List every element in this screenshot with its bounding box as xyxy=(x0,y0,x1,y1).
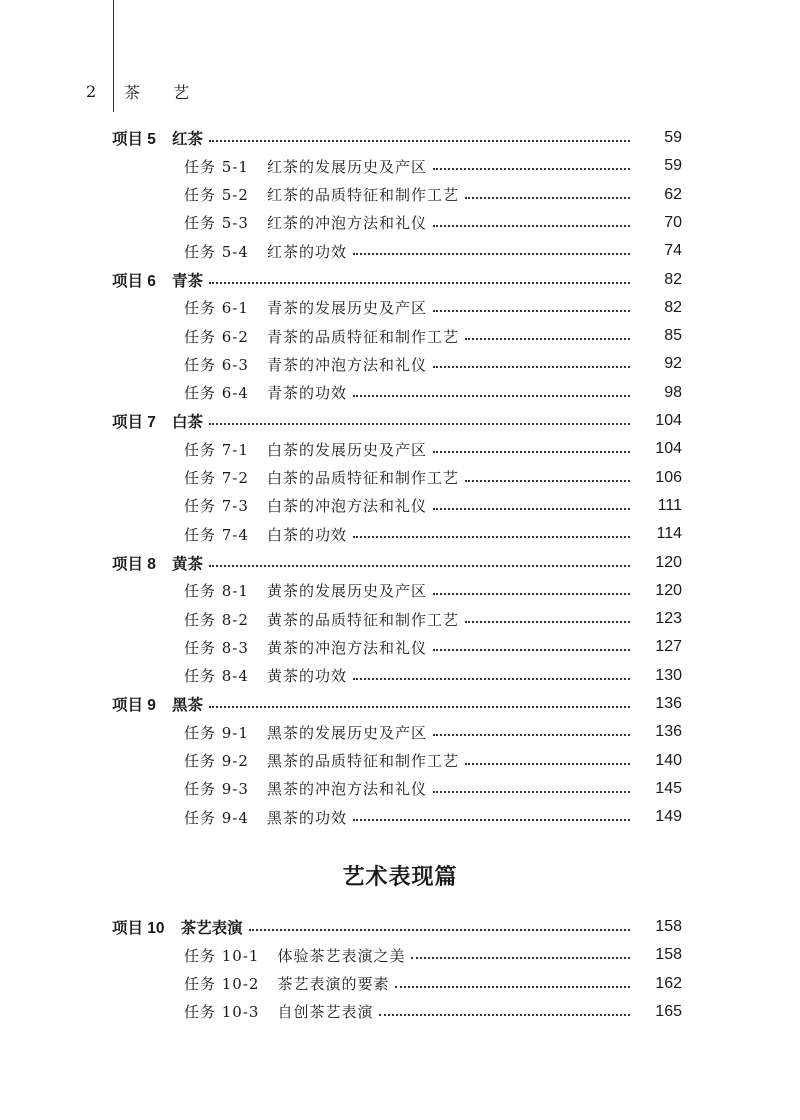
toc-page-number: 70 xyxy=(664,213,682,231)
project-number: 项目 9 xyxy=(112,697,156,714)
task-title: 黑茶的冲泡方法和礼仪 xyxy=(266,780,427,799)
project-title: 红茶 xyxy=(171,131,203,148)
toc-page-number: 136 xyxy=(655,723,682,741)
dot-leader xyxy=(353,395,630,397)
toc-task-entry[interactable] xyxy=(184,237,682,265)
toc-entry-label xyxy=(184,297,427,318)
dot-leader xyxy=(465,763,630,765)
task-number: 任务 6-2 xyxy=(184,327,249,346)
dot-leader xyxy=(209,140,630,142)
project-title: 青茶 xyxy=(171,272,203,290)
toc-task-entry[interactable] xyxy=(184,747,682,775)
running-header xyxy=(86,80,203,103)
toc-page-number: 120 xyxy=(655,553,682,571)
dot-leader xyxy=(433,310,630,312)
toc-entry-label xyxy=(184,750,459,771)
toc-project-entry[interactable] xyxy=(112,549,682,577)
task-title: 黄茶的冲泡方法和礼仪 xyxy=(266,638,427,657)
dot-leader xyxy=(395,986,630,988)
toc-page-number: 111 xyxy=(657,496,682,514)
toc-page-number: 158 xyxy=(655,946,682,964)
toc-entry-label xyxy=(112,269,203,291)
project-title: 黑茶 xyxy=(171,697,203,714)
project-title: 白茶 xyxy=(171,414,203,431)
toc-task-entry[interactable] xyxy=(184,775,682,803)
project-title: 茶艺表演 xyxy=(180,920,243,937)
dot-leader xyxy=(433,168,630,170)
task-number: 任务 7-4 xyxy=(184,525,249,544)
dot-leader xyxy=(209,565,630,567)
dot-leader xyxy=(209,282,630,284)
task-title: 黄茶的品质特征和制作工艺 xyxy=(266,610,459,629)
dot-leader xyxy=(465,480,630,482)
toc-entry-label xyxy=(184,665,347,686)
toc-entry-label xyxy=(184,467,459,488)
toc-entry-label xyxy=(184,326,459,347)
toc-entry-label xyxy=(184,495,427,516)
dot-leader xyxy=(433,649,630,651)
toc-task-entry[interactable] xyxy=(184,970,682,998)
task-number: 任务 5-1 xyxy=(184,157,249,176)
task-number: 任务 7-1 xyxy=(184,440,249,459)
toc-page-number: 106 xyxy=(655,468,682,486)
task-number: 任务 5-2 xyxy=(184,186,249,205)
task-title: 白茶的发展历史及产区 xyxy=(266,440,427,459)
toc-page-number: 98 xyxy=(664,383,682,401)
task-title: 体验茶艺表演之美 xyxy=(277,946,406,965)
project-number: 项目 7 xyxy=(112,414,156,431)
task-title: 茶艺表演的要素 xyxy=(277,975,390,994)
dot-leader xyxy=(433,225,630,227)
task-title: 青茶的品质特征和制作工艺 xyxy=(266,327,459,346)
dot-leader xyxy=(209,423,630,425)
task-title: 黑茶的功效 xyxy=(266,808,347,827)
toc-page-number: 92 xyxy=(664,355,682,373)
toc-page-number: 59 xyxy=(664,129,682,146)
project-number: 项目 10 xyxy=(112,920,165,937)
task-number: 任务 6-4 xyxy=(184,384,249,403)
toc-task-entry[interactable] xyxy=(184,605,682,633)
task-number: 任务 9-2 xyxy=(184,752,249,771)
dot-leader xyxy=(433,734,630,736)
dot-leader xyxy=(433,791,630,793)
toc-page-number: 85 xyxy=(664,327,682,345)
toc-page-number: 130 xyxy=(655,666,682,684)
dot-leader xyxy=(353,819,630,821)
toc-entry-label xyxy=(184,580,427,601)
toc-entry-label xyxy=(112,693,203,715)
toc-entry-label xyxy=(112,410,203,432)
toc-page-number: 140 xyxy=(655,751,682,769)
toc-page-number: 59 xyxy=(664,157,682,175)
toc-task-entry[interactable] xyxy=(184,662,682,690)
toc-page-number: 123 xyxy=(655,610,682,628)
dot-leader xyxy=(249,929,630,931)
task-number: 任务 6-1 xyxy=(184,299,249,318)
toc-project-entry[interactable] xyxy=(112,407,682,435)
dot-leader xyxy=(433,508,630,510)
toc-page-number: 136 xyxy=(655,695,682,712)
toc-page-number: 165 xyxy=(655,1002,682,1020)
task-number: 任务 7-3 xyxy=(184,497,249,516)
task-title: 白茶的功效 xyxy=(266,525,347,544)
toc-task-entry[interactable] xyxy=(184,633,682,661)
toc-entry-label xyxy=(112,916,243,938)
toc-entry-label xyxy=(184,637,427,658)
task-title: 青茶的发展历史及产区 xyxy=(266,299,427,318)
task-number: 任务 8-2 xyxy=(184,610,249,629)
task-title: 白茶的冲泡方法和礼仪 xyxy=(266,497,427,516)
task-number: 任务 6-3 xyxy=(184,355,249,374)
toc-page-number: 82 xyxy=(664,298,682,316)
toc-task-entry[interactable] xyxy=(184,464,682,492)
task-title: 自创茶艺表演 xyxy=(277,1003,374,1022)
toc-entry-label xyxy=(184,609,459,630)
toc-task-entry[interactable] xyxy=(184,803,682,831)
project-number: 项目 8 xyxy=(112,555,156,573)
dot-leader xyxy=(379,1014,630,1016)
page-number: 2 xyxy=(86,82,97,101)
dot-leader xyxy=(433,593,630,595)
toc-entry-label xyxy=(184,1001,373,1022)
dot-leader xyxy=(465,338,630,340)
task-number: 任务 9-4 xyxy=(184,808,249,827)
task-number: 任务 5-3 xyxy=(184,214,249,233)
toc-page-number: 104 xyxy=(655,440,682,458)
toc-page-number: 74 xyxy=(664,242,682,260)
task-title: 红茶的发展历史及产区 xyxy=(266,157,427,176)
task-number: 任务 10-1 xyxy=(184,946,260,965)
book-title: 茶 艺 xyxy=(124,83,204,102)
toc-task-entry[interactable] xyxy=(184,941,682,969)
toc-page-number: 158 xyxy=(655,918,682,935)
toc-project-entry[interactable] xyxy=(112,124,682,152)
toc-task-entry[interactable] xyxy=(184,209,682,237)
dot-leader xyxy=(353,253,630,255)
toc-entry-label xyxy=(184,439,427,460)
task-number: 任务 9-3 xyxy=(184,780,249,799)
task-number: 任务 10-3 xyxy=(184,1003,260,1022)
project-title: 黄茶 xyxy=(171,555,203,573)
task-title: 红茶的冲泡方法和礼仪 xyxy=(266,214,427,233)
toc-entry-label xyxy=(184,156,427,177)
toc-entry-label xyxy=(112,127,203,149)
toc-entry-label xyxy=(184,354,427,375)
toc-project-entry[interactable] xyxy=(112,913,682,941)
toc-task-entry[interactable] xyxy=(184,718,682,746)
toc-project-entry[interactable] xyxy=(112,266,682,294)
toc-entry-label xyxy=(184,212,427,233)
project-number: 项目 5 xyxy=(112,131,156,148)
task-number: 任务 9-1 xyxy=(184,723,249,742)
toc-page-number: 82 xyxy=(664,270,682,288)
task-number: 任务 8-4 xyxy=(184,667,249,686)
toc-page-number: 62 xyxy=(664,185,682,203)
toc-task-entry[interactable] xyxy=(184,379,682,407)
dot-leader xyxy=(411,957,630,959)
toc-task-entry[interactable] xyxy=(184,181,682,209)
toc-page-number: 149 xyxy=(655,808,682,826)
task-title: 黑茶的品质特征和制作工艺 xyxy=(266,752,459,771)
project-number: 项目 6 xyxy=(112,272,156,290)
toc-entry-label xyxy=(184,184,459,205)
task-number: 任务 5-4 xyxy=(184,242,249,261)
toc-entry-label xyxy=(184,382,347,403)
task-title: 黄茶的发展历史及产区 xyxy=(266,582,427,601)
section-heading: 艺术表现篇 xyxy=(342,864,458,890)
toc-task-entry[interactable] xyxy=(184,322,682,350)
task-title: 白茶的品质特征和制作工艺 xyxy=(266,469,459,488)
toc-task-entry[interactable] xyxy=(184,577,682,605)
toc-page-number: 104 xyxy=(655,412,682,429)
toc-page-number: 162 xyxy=(655,974,682,992)
toc-entry-label xyxy=(184,524,347,545)
task-number: 任务 7-2 xyxy=(184,469,249,488)
toc-entry-label xyxy=(112,552,203,574)
toc-task-entry[interactable] xyxy=(184,998,682,1026)
toc-task-entry[interactable] xyxy=(184,350,682,378)
task-number: 任务 10-2 xyxy=(184,975,260,994)
dot-leader xyxy=(465,197,630,199)
task-number: 任务 8-1 xyxy=(184,582,249,601)
toc-page-number: 145 xyxy=(655,779,682,797)
task-title: 黑茶的发展历史及产区 xyxy=(266,723,427,742)
toc-entry-label xyxy=(184,778,427,799)
task-title: 红茶的功效 xyxy=(266,242,347,261)
task-title: 青茶的功效 xyxy=(266,384,347,403)
toc-entry-label xyxy=(184,945,405,966)
toc-page-number: 120 xyxy=(655,581,682,599)
toc-task-entry[interactable] xyxy=(184,152,682,180)
toc-entry-label xyxy=(184,973,389,994)
task-number: 任务 8-3 xyxy=(184,638,249,657)
dot-leader xyxy=(353,678,630,680)
toc-entry-label xyxy=(184,241,347,262)
toc-project-entry[interactable] xyxy=(112,690,682,718)
toc-page-number: 114 xyxy=(656,525,682,543)
dot-leader xyxy=(433,451,630,453)
task-title: 红茶的品质特征和制作工艺 xyxy=(266,186,459,205)
task-title: 青茶的冲泡方法和礼仪 xyxy=(266,355,427,374)
toc-task-entry[interactable] xyxy=(184,492,682,520)
toc-page-number: 127 xyxy=(655,638,682,656)
toc-task-entry[interactable] xyxy=(184,435,682,463)
toc-entry-label xyxy=(184,722,427,743)
toc-task-entry[interactable] xyxy=(184,294,682,322)
dot-leader xyxy=(465,621,630,623)
dot-leader xyxy=(209,706,630,708)
toc-entry-label xyxy=(184,807,347,828)
dot-leader xyxy=(433,366,630,368)
toc-task-entry[interactable] xyxy=(184,520,682,548)
task-title: 黄茶的功效 xyxy=(266,667,347,686)
dot-leader xyxy=(353,536,630,538)
